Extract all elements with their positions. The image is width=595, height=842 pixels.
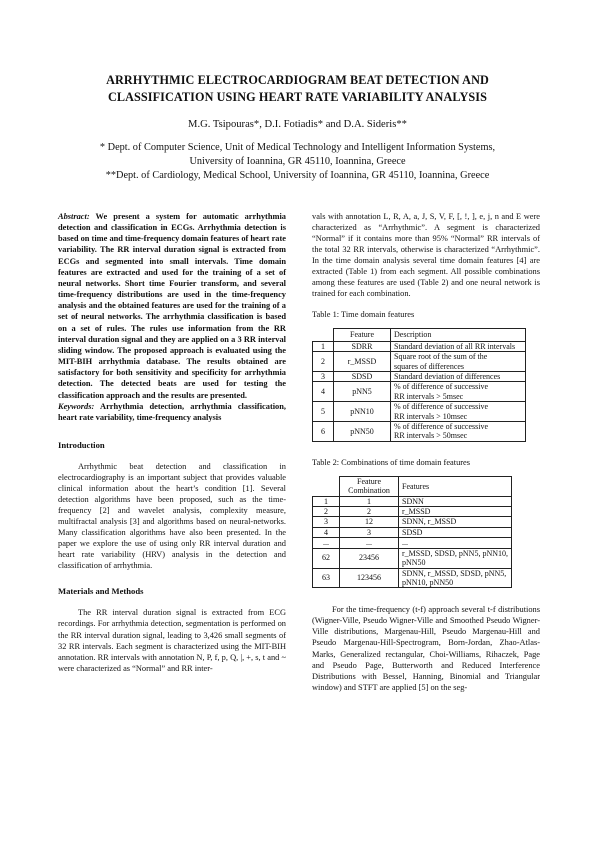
table-cell-num: 2 bbox=[313, 507, 340, 517]
paper-title bbox=[40, 72, 555, 106]
table-cell-num: 63 bbox=[313, 568, 340, 588]
desc-line-1: Standard deviation of all RR intervals bbox=[394, 341, 516, 351]
table-row bbox=[313, 352, 526, 372]
keywords-text: Arrhythmia detection, arrhythmia classification, heart rate variability, time-frequency analysis bbox=[58, 401, 286, 422]
table-row bbox=[313, 422, 526, 442]
affiliation-1-line-2: University of Ioannina, GR 45110, Ioannina, Greece bbox=[189, 156, 406, 168]
table-cell-num: 4 bbox=[313, 382, 334, 402]
feature-combinations-table bbox=[312, 476, 512, 588]
table-cell-combination: 1 bbox=[340, 496, 399, 506]
desc-line-2: RR intervals > 5msec bbox=[394, 391, 464, 401]
features-line-1: SDNN, r_MSSD, SDSD, pNN5, bbox=[402, 568, 507, 578]
table-2-caption: Table 2: Combinations of time domain features bbox=[312, 457, 471, 467]
table-row bbox=[313, 527, 512, 537]
desc-line-2: RR intervals > 50msec bbox=[394, 431, 468, 441]
table-cell-features bbox=[399, 548, 512, 568]
table-cell-num: ... bbox=[313, 538, 340, 548]
table-2-header-combination bbox=[340, 476, 399, 496]
table-cell-num: 1 bbox=[313, 496, 340, 506]
table-cell-features: SDNN, r_MSSD bbox=[399, 517, 512, 527]
methods-heading: Materials and Methods bbox=[58, 586, 144, 597]
table-cell-description bbox=[391, 382, 526, 402]
introduction-text: Arrhythmic beat detection and classification in electrocardiography is an important subject that provides valuable clinical information about the heart’s condition [1]. Several detection algorithms have been proposed, such as the time-frequency [2] and wavelet analysis, complexity measure, multifractal analysis [3] and algorithms based on neural-networks. Many classification algorithms have also been presented. In the paper we explore the use of using only RR interval duration and heart rate variability (HRV) analysis in the detection and classification of arrhythmia. bbox=[58, 461, 286, 571]
desc-line-1: % of difference of successive bbox=[394, 422, 489, 432]
table-cell-num: 2 bbox=[313, 352, 334, 372]
desc-line-2: squares of differences bbox=[394, 361, 465, 371]
table-2-header-row bbox=[313, 476, 512, 496]
table-1-header-description: Description bbox=[391, 329, 526, 341]
desc-line-1: Square root of the sum of the bbox=[394, 352, 488, 362]
features-line-2: pNN50 bbox=[402, 558, 426, 568]
header-comb-line-2: Combination bbox=[348, 486, 390, 496]
table-cell-combination: 123456 bbox=[340, 568, 399, 588]
table-row bbox=[313, 341, 526, 351]
table-cell-feature: pNN50 bbox=[334, 422, 391, 442]
table-row bbox=[313, 548, 512, 568]
header-comb-line-1: Feature bbox=[357, 476, 381, 486]
table-cell-num: 62 bbox=[313, 548, 340, 568]
time-frequency-text: For the time-frequency (t-f) approach several t-f distributions (Wigner-Ville, Pseudo Wigner-Ville and Smoothed Pseudo Wigner-Ville distributions, Margenau-Hill, Pseudo Margenau-Hill and Pseudo Margenau-Hill-Spectrogram, Born-Jordan, Zhao-Atlas-Marks, Generalized rectangular, Choi-Williams, Rihaczek, Page and Pseudo Page, Butterworth and Reduced Interference Distributions with Bessel, Hanning, Binomial and Triangular window) and STFT are applied [5] on the seg- bbox=[312, 605, 540, 692]
desc-line-1: % of difference of successive bbox=[394, 402, 489, 412]
desc-line-2: RR intervals > 10msec bbox=[394, 411, 468, 421]
right-column bbox=[312, 211, 540, 693]
abstract-text: We present a system for automatic arrhythmia detection and classification in ECGs. Arrhythmia detection is based on time and time-frequency domain features of heart rate variability. The RR interval duration signal is extracted from ECGs and segmented into small intervals. Time domain features are extracted and used for the training of a set of neural networks. Short time Fourier transform, and several time-frequency distributions are used in the time-frequency analysis and the obtained features are used for the training of a set of neural networks. The arrhythmia classification is based on a set of rules. The rules use information from the RR interval duration signal and they are applied on a 3 RR interval sliding window. The proposed approach is evaluated using the MIT-BIH arrhythmia database. The results obtained are satisfactory for both sensitivity and specificity for arrhythmia detection. The detected beats are used for testing the classification approach and the results are presented. bbox=[58, 212, 286, 400]
table-row bbox=[313, 507, 512, 517]
keywords bbox=[58, 401, 286, 423]
table-1-header-empty bbox=[313, 329, 334, 341]
table-cell-num: 5 bbox=[313, 402, 334, 422]
table-cell-num: 3 bbox=[313, 517, 340, 527]
features-line-1: r_MSSD, SDSD, pNN5, pNN10, bbox=[402, 548, 509, 558]
table-row bbox=[313, 372, 526, 382]
table-cell-num: 4 bbox=[313, 527, 340, 537]
table-cell-features: ... bbox=[399, 538, 512, 548]
abstract bbox=[58, 211, 286, 401]
methods-continuation: vals with annotation L, R, A, a, J, S, V, F, [, !, ], e, j, n and E were characterized as “Arrhythmic”. A segment is characterized “Normal” if it contains more than 95% “Normal” RR intervals of the total 32 RR intervals, otherwise is characterized “Arrhythmic”. In the time domain analysis several time domain features [4] are extracted (Table 1) from each segment. All possible combinations among these features are used (Table 2) and one neural network is trained for each combination. bbox=[312, 212, 540, 299]
table-cell-features bbox=[399, 568, 512, 588]
keywords-label: Keywords: bbox=[58, 401, 95, 411]
time-domain-features-table bbox=[312, 328, 526, 441]
table-row bbox=[313, 382, 526, 402]
table-cell-description bbox=[391, 372, 526, 382]
table-cell-feature: pNN10 bbox=[334, 402, 391, 422]
table-cell-feature: r_MSSD bbox=[334, 352, 391, 372]
introduction-heading: Introduction bbox=[58, 439, 105, 450]
table-row bbox=[313, 568, 512, 588]
desc-line-1: % of difference of successive bbox=[394, 382, 489, 392]
authors: M.G. Tsipouras*, D.I. Fotiadis* and D.A. Sideris** bbox=[188, 119, 407, 130]
affiliations bbox=[40, 141, 555, 184]
table-cell-description bbox=[391, 352, 526, 372]
table-1-header-feature: Feature bbox=[334, 329, 391, 341]
table-cell-combination: 23456 bbox=[340, 548, 399, 568]
table-cell-feature: pNN5 bbox=[334, 382, 391, 402]
table-cell-num: 6 bbox=[313, 422, 334, 442]
affiliation-1-line-1: * Dept. of Computer Science, Unit of Medical Technology and Intelligent Information Systems, bbox=[99, 142, 496, 153]
table-row bbox=[313, 517, 512, 527]
table-cell-features: r_MSSD bbox=[399, 507, 512, 517]
table-cell-combination: 3 bbox=[340, 527, 399, 537]
table-cell-features: SDNN bbox=[399, 496, 512, 506]
methods-text: The RR interval duration signal is extracted from ECG recordings. For arrhythmia detection, segmentation is performed on the RR interval duration signal, leading to 3,426 small segments of 32 RR intervals. Each segment is characterized using the MIT-BIH annotation. RR intervals with annotation N, P, f, p, Q, |, +, s, t and ~ were characterized as “Normal” and RR inter- bbox=[58, 608, 286, 673]
table-cell-description bbox=[391, 402, 526, 422]
table-cell-combination: ... bbox=[340, 538, 399, 548]
table-2-header-features: Features bbox=[399, 476, 512, 496]
table-1-header-row bbox=[313, 329, 526, 341]
title-line-1: ARRHYTHMIC ELECTROCARDIOGRAM BEAT DETECTION AND bbox=[106, 73, 489, 87]
title-line-2: CLASSIFICATION USING HEART RATE VARIABILITY ANALYSIS bbox=[108, 90, 487, 104]
features-line-2: pNN10, pNN50 bbox=[402, 577, 454, 587]
abstract-label: Abstract: bbox=[58, 212, 90, 221]
table-cell-combination: 12 bbox=[340, 517, 399, 527]
table-1-caption: Table 1: Time domain features bbox=[312, 310, 415, 320]
left-column bbox=[58, 211, 286, 674]
table-cell-combination: 2 bbox=[340, 507, 399, 517]
table-cell-features: SDSD bbox=[399, 527, 512, 537]
table-cell-description bbox=[391, 341, 526, 351]
table-row bbox=[313, 496, 512, 506]
table-cell-num: 3 bbox=[313, 372, 334, 382]
table-cell-feature: SDSD bbox=[334, 372, 391, 382]
table-cell-description bbox=[391, 422, 526, 442]
table-cell-num: 1 bbox=[313, 341, 334, 351]
table-row bbox=[313, 538, 512, 548]
desc-line-1: Standard deviation of differences bbox=[394, 372, 501, 381]
table-row bbox=[313, 402, 526, 422]
affiliation-2: **Dept. of Cardiology, Medical School, University of Ioannina, GR 45110, Ioannina, Greece bbox=[105, 170, 490, 182]
table-cell-feature: SDRR bbox=[334, 341, 391, 351]
table-2-header-empty bbox=[313, 476, 340, 496]
